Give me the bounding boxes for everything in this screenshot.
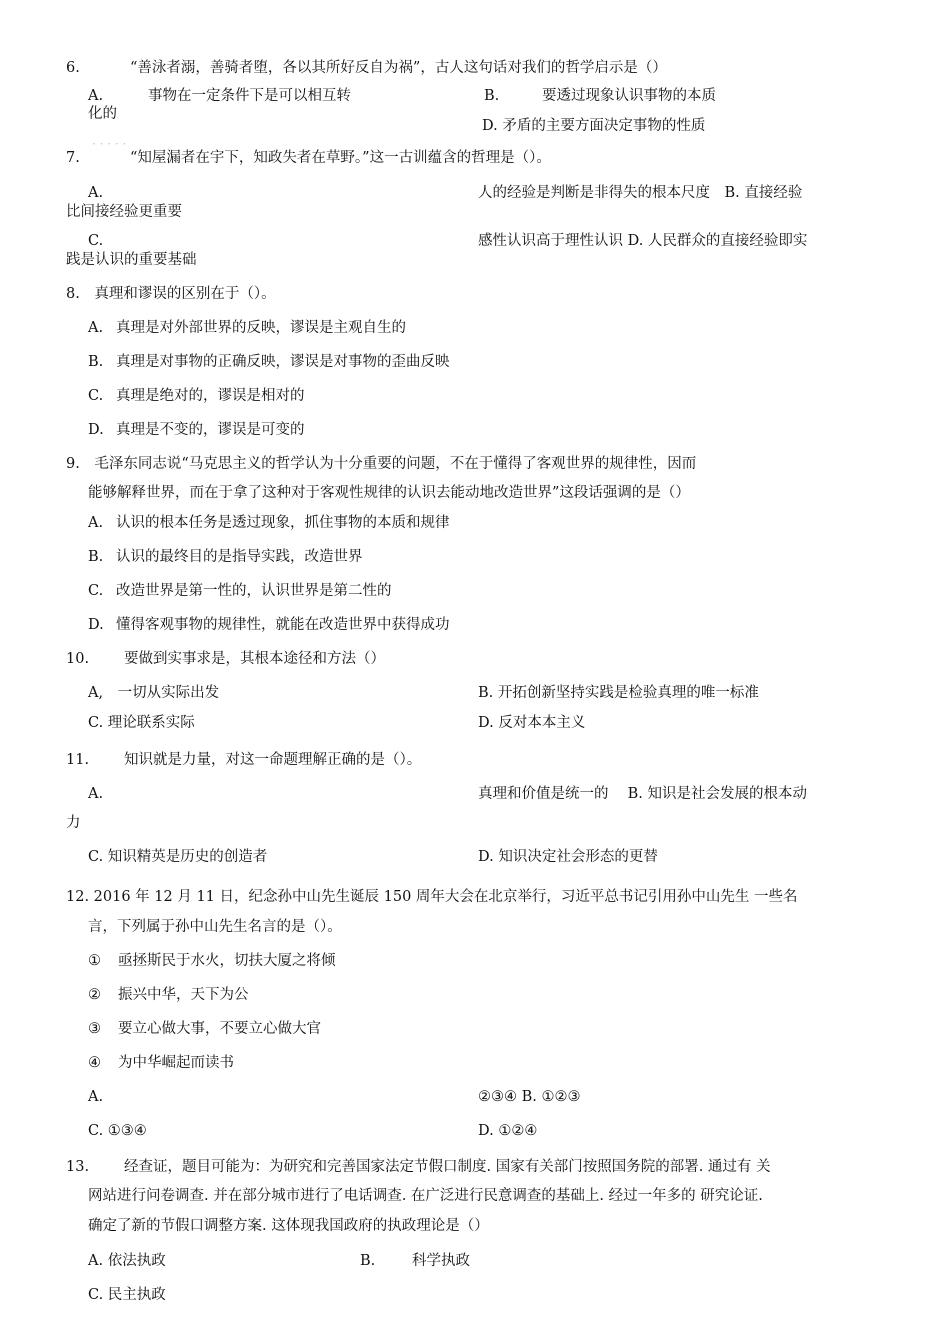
q9-option-c-label: C.: [88, 583, 104, 599]
q10-option-b: B. 开拓创新坚持实践是检验真理的唯一标准: [478, 685, 759, 701]
q12-option-a-label: A.: [88, 1089, 104, 1105]
q12-item-2-mark: ②: [88, 987, 101, 1003]
q9-option-a-label: A.: [88, 515, 104, 531]
q10-option-c: C. 理论联系实际: [88, 715, 195, 731]
q7-stem: “知屋漏者在宇下，知政失者在草野。”这一古训蕴含的哲理是（）。: [130, 150, 551, 166]
q6-faint-residue: · · · · ·: [92, 137, 127, 151]
q8-option-b-label: B.: [88, 354, 104, 370]
q12-item-2-text: 振兴中华，天下为公: [118, 987, 249, 1003]
q8-option-a-label: A.: [88, 320, 104, 336]
q13-number: 13.: [66, 1159, 90, 1175]
q6-option-b-text: 要透过现象认识事物的本质: [542, 88, 716, 104]
q7-option-c-label: C.: [88, 233, 104, 249]
q13-stem-line-1: 经查证，题目可能为：为研究和完善国家法定节假口制度. 国家有关部门按照国务院的部署. 通过有 关: [124, 1159, 771, 1175]
q10-option-d: D. 反对本本主义: [478, 715, 586, 731]
q12-option-d: D. ①②④: [478, 1123, 538, 1139]
q12-item-3-text: 要立心做大事，不要立心做大官: [118, 1021, 321, 1037]
q6-number: 6.: [66, 60, 80, 76]
q6-stem: “善泳者溺，善骑者堕，各以其所好反自为祸”，古人这句话对我们的哲学启示是（）: [130, 60, 667, 76]
q8-option-d-text: 真理是不变的，谬误是可变的: [116, 422, 305, 438]
q12-item-3-mark: ③: [88, 1021, 101, 1037]
q12-stem-line-1: 12. 2016 年 12 月 11 日，纪念孙中山先生诞辰 150 周年大会在北京举行，习近平总书记引用孙中山先生 一些名: [66, 889, 798, 905]
q8-option-a-text: 真理是对外部世界的反映，谬误是主观自生的: [116, 320, 406, 336]
q10-stem: 要做到实事求是，其根本途径和方法（）: [124, 651, 385, 667]
q6-option-a-text: 事物在一定条件下是可以相互转: [148, 88, 351, 104]
q12-item-4-text: 为中华崛起而读书: [118, 1055, 234, 1071]
q8-option-d-label: D.: [88, 422, 104, 438]
q9-option-a-text: 认识的根本任务是透过现象，抓住事物的本质和规律: [116, 515, 450, 531]
q12-item-1-text: 亟拯斯民于水火，切扶大厦之将倾: [118, 953, 336, 969]
q11-option-a-label: A.: [88, 786, 104, 802]
q12-option-c: C. ①③④: [88, 1123, 147, 1139]
q11-option-d: D. 知识决定社会形态的更替: [478, 849, 658, 865]
q13-option-c: C. 民主执政: [88, 1287, 166, 1303]
q9-stem-line-2: 能够解释世界，而在于拿了这种对于客观性规律的认识去能动地改造世界”这段话强调的是（）: [88, 485, 690, 501]
q9-stem-line-1: 9. 毛泽东同志说“马克思主义的哲学认为十分重要的问题，不在于懂得了客观世界的规律性，因而: [66, 456, 697, 472]
q12-item-4-mark: ④: [88, 1055, 101, 1071]
q7-option-a-text: 人的经验是判断是非得失的根本尺度 B. 直接经验: [478, 185, 803, 201]
q11-number: 11.: [66, 752, 90, 768]
q6-option-b-label: B.: [484, 88, 500, 104]
q8-stem: 8. 真理和谬误的区别在于（）。: [66, 286, 276, 302]
q7-number: 7.: [66, 150, 80, 166]
q9-option-c-text: 改造世界是第一性的，认识世界是第二性的: [116, 583, 392, 599]
q13-option-b-label: B.: [360, 1253, 376, 1269]
q9-option-d-text: 懂得客观事物的规律性，就能在改造世界中获得成功: [116, 617, 450, 633]
q6-option-a-label: A.: [88, 88, 104, 104]
q13-option-b-text: 科学执政: [412, 1253, 470, 1269]
q12-option-a-text: ②③④ B. ①②③: [478, 1089, 581, 1105]
q8-option-c-text: 真理是绝对的，谬误是相对的: [116, 388, 305, 404]
q7-option-c-continuation: 践是认识的重要基础: [66, 252, 197, 268]
q11-option-a-text: 真理和价值是统一的 B. 知识是社会发展的根本动: [478, 786, 807, 802]
q9-option-b-text: 认识的最终目的是指导实践，改造世界: [116, 549, 363, 565]
q8-option-b-text: 真理是对事物的正确反映，谬误是对事物的歪曲反映: [116, 354, 450, 370]
q9-option-b-label: B.: [88, 549, 104, 565]
q11-stem: 知识就是力量，对这一命题理解正确的是（）。: [124, 752, 422, 768]
q10-option-a: A, 一切从实际出发: [88, 685, 220, 701]
q9-option-d-label: D.: [88, 617, 104, 633]
q13-option-a: A. 依法执政: [88, 1253, 166, 1269]
q10-number: 10.: [66, 651, 90, 667]
q8-option-c-label: C.: [88, 388, 104, 404]
q12-stem-line-2: 言，下列属于孙中山先生名言的是（）。: [88, 919, 342, 935]
q13-stem-line-2: 网站进行问卷调查. 并在部分城市进行了电话调查. 在广泛进行民意调查的基础上. 经过一年多的 研究论证.: [88, 1188, 763, 1204]
q12-item-1-mark: ①: [88, 953, 101, 969]
q6-option-d: D. 矛盾的主要方面决定事物的性质: [482, 118, 706, 134]
q11-option-a-continuation: 力: [66, 815, 81, 831]
q13-stem-line-3: 确定了新的节假口调整方案. 这体现我国政府的执政理论是（）: [88, 1218, 489, 1234]
q7-option-a-continuation: 比间接经验更重要: [66, 204, 182, 220]
q6-option-a-continuation: 化的: [88, 106, 117, 122]
q7-option-a-label: A.: [88, 185, 104, 201]
q7-option-c-text: 感性认识高于理性认识 D. 人民群众的直接经验即实: [478, 233, 808, 249]
q11-option-c: C. 知识精英是历史的创造者: [88, 849, 268, 865]
